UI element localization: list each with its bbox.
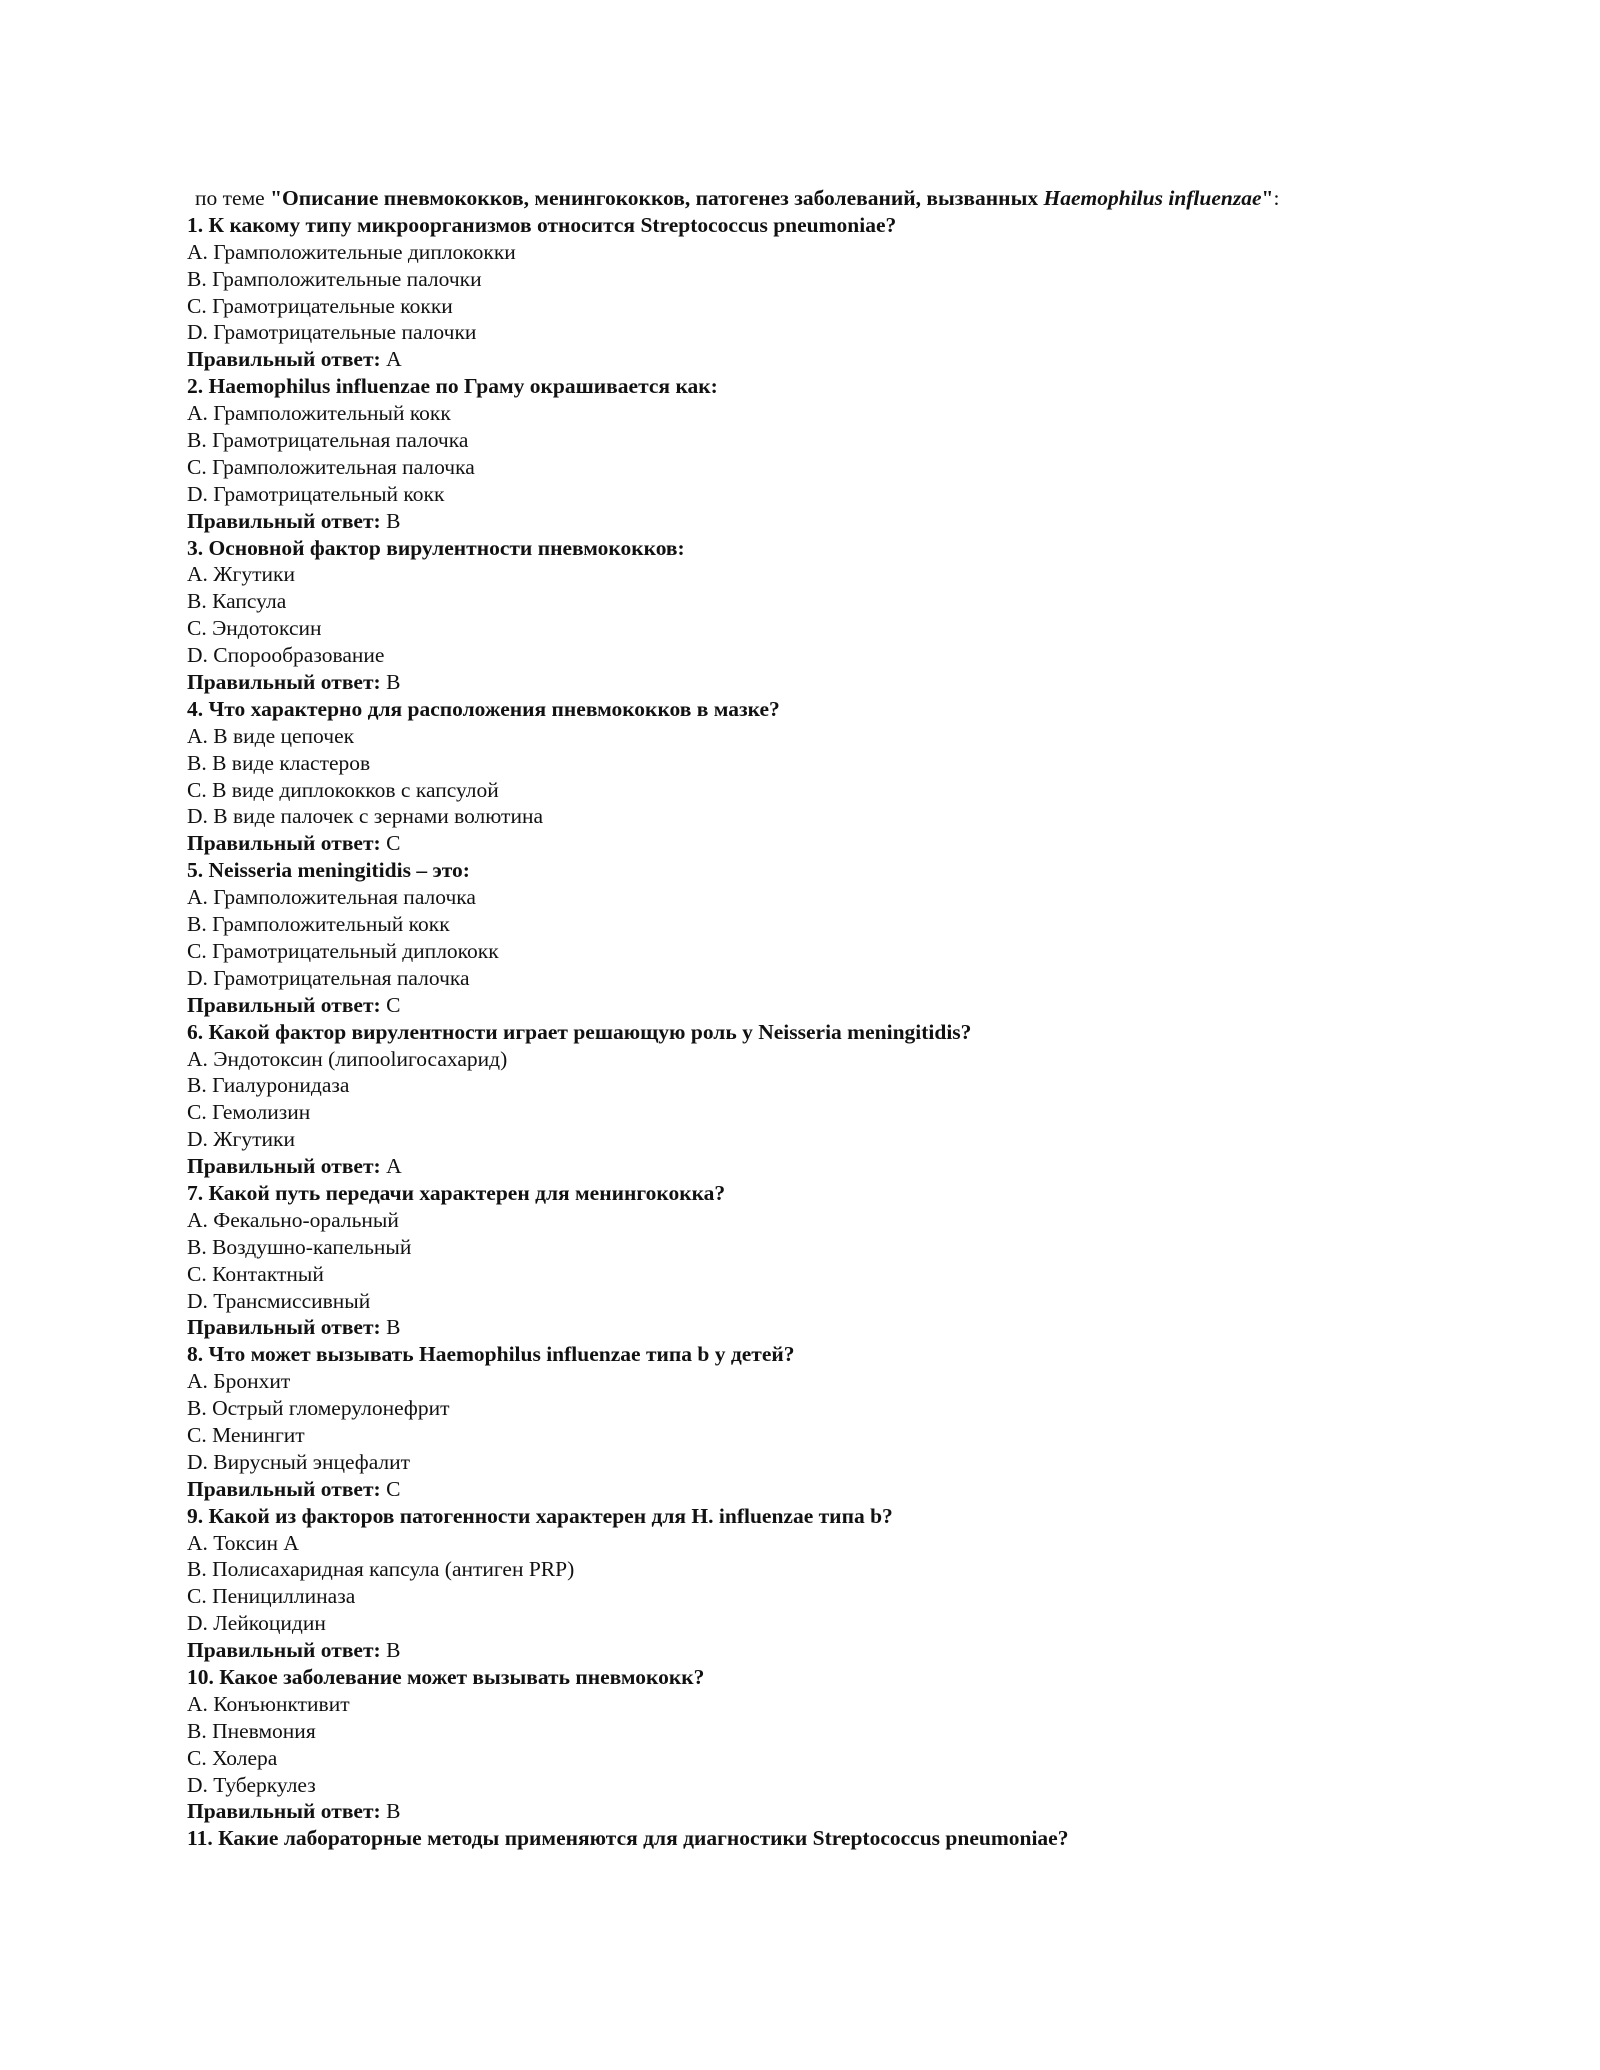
answer-option: A. Грамположительная палочка: [187, 885, 476, 910]
correct-answer-value: B: [380, 1638, 401, 1663]
question-block: [187, 212, 1487, 373]
correct-answer-value: A: [380, 347, 402, 372]
answer-option: B. Острый гломерулонефрит: [187, 1396, 450, 1421]
answer-option: C. Грамотрицательные кокки: [187, 293, 453, 318]
topic-title-italic: Haemophilus influenzae: [1043, 186, 1262, 210]
answer-option: A. Конъюнктивит: [187, 1691, 350, 1716]
answer-option: C. Грамотрицательный диплококк: [187, 938, 499, 963]
correct-answer-label: Правильный ответ:: [187, 992, 381, 1017]
correct-answer: [187, 830, 1487, 857]
correct-answer: [187, 346, 1487, 373]
question-block: [187, 535, 1487, 696]
answer-option: A. Токсин A: [187, 1530, 299, 1555]
correct-answer-label: Правильный ответ:: [187, 508, 381, 533]
answer-option: C. Гемолизин: [187, 1100, 311, 1125]
answer-option: B. Грамотрицательная палочка: [187, 428, 469, 453]
intro-prefix: по теме: [195, 186, 271, 210]
question-block: [187, 857, 1487, 1018]
correct-answer: [187, 1314, 1487, 1341]
answer-option: C. Холера: [187, 1745, 278, 1770]
question-block: [187, 373, 1487, 534]
correct-answer-value: C: [380, 831, 401, 856]
question-title: 10. Какое заболевание может вызывать пневмококк?: [187, 1664, 705, 1689]
question-list: [187, 212, 1487, 1825]
question-title: 1. К какому типу микроорганизмов относится Streptococcus pneumoniae?: [187, 212, 897, 237]
correct-answer: [187, 1798, 1487, 1825]
correct-answer-value: B: [380, 670, 401, 695]
question-title: 6. Какой фактор вирулентности играет решающую роль у Neisseria meningitidis?: [187, 1019, 972, 1044]
correct-answer-label: Правильный ответ:: [187, 347, 381, 372]
answer-option: C. Грамположительная палочка: [187, 454, 475, 479]
correct-answer: [187, 508, 1487, 535]
correct-answer-label: Правильный ответ:: [187, 831, 381, 856]
topic-title: "Описание пневмококков, менингококков, патогенез заболеваний, вызванных: [270, 186, 1044, 210]
answer-option: C. Пенициллиназа: [187, 1584, 356, 1609]
answer-option: B. Капсула: [187, 589, 287, 614]
answer-option: B. Грамположительные палочки: [187, 266, 482, 291]
answer-option: B. Полисахаридная капсула (антиген PRP): [187, 1557, 575, 1582]
question-title: 4. Что характерно для расположения пневмококков в мазке?: [187, 696, 780, 721]
answer-option: D. В виде палочек с зернами волютина: [187, 804, 544, 829]
answer-option: B. В виде кластеров: [187, 750, 371, 775]
question-block: [187, 1019, 1487, 1180]
correct-answer-value: A: [380, 1154, 402, 1179]
correct-answer-value: C: [380, 992, 401, 1017]
answer-option: B. Гиалуронидаза: [187, 1073, 350, 1098]
intro-suffix: :: [1273, 186, 1280, 210]
question-title: 2. Haemophilus influenzae по Граму окрашивается как:: [187, 374, 718, 399]
question-title: 7. Какой путь передачи характерен для менингококка?: [187, 1180, 726, 1205]
document-page: [187, 185, 1487, 1852]
question-title: 3. Основной фактор вирулентности пневмококков:: [187, 535, 685, 560]
correct-answer: [187, 1637, 1487, 1664]
correct-answer: [187, 669, 1487, 696]
question-block: [187, 1664, 1487, 1825]
answer-option: D. Спорообразование: [187, 643, 385, 668]
answer-option: D. Грамотрицательный кокк: [187, 481, 445, 506]
question-title: 5. Neisseria meningitidis – это:: [187, 858, 470, 883]
topic-title-close: ": [1261, 186, 1274, 210]
correct-answer-value: C: [380, 1476, 401, 1501]
answer-option: D. Туберкулез: [187, 1772, 316, 1797]
correct-answer: [187, 1153, 1487, 1180]
question-block: [187, 1180, 1487, 1341]
answer-option: D. Грамотрицательные палочки: [187, 320, 477, 345]
correct-answer-label: Правильный ответ:: [187, 1315, 381, 1340]
answer-option: B. Воздушно-капельный: [187, 1234, 412, 1259]
answer-option: D. Грамотрицательная палочка: [187, 965, 470, 990]
answer-option: A. Эндотоксин (липоolигосахарид): [187, 1046, 508, 1071]
question-title: 11. Какие лабораторные методы применяются для диагностики Streptococcus pneumoniae?: [187, 1826, 1069, 1851]
correct-answer-value: B: [380, 508, 401, 533]
topic-intro: [187, 185, 1487, 212]
question-title: 8. Что может вызывать Haemophilus influenzae типа b у детей?: [187, 1342, 795, 1367]
answer-option: C. Менингит: [187, 1422, 305, 1447]
correct-answer-label: Правильный ответ:: [187, 1154, 381, 1179]
answer-option: C. Эндотоксин: [187, 616, 322, 641]
correct-answer: [187, 992, 1487, 1019]
answer-option: C. Контактный: [187, 1261, 324, 1286]
question-block: [187, 1341, 1487, 1502]
answer-option: D. Трансмиссивный: [187, 1288, 371, 1313]
answer-option: A. Жгутики: [187, 562, 295, 587]
correct-answer-label: Правильный ответ:: [187, 1799, 381, 1824]
question-title: 9. Какой из факторов патогенности характерен для H. influenzae типа b?: [187, 1503, 893, 1528]
answer-option: A. Фекально-оральный: [187, 1207, 399, 1232]
answer-option: D. Лейкоцидин: [187, 1611, 326, 1636]
correct-answer-label: Правильный ответ:: [187, 1476, 381, 1501]
answer-option: A. Бронхит: [187, 1369, 291, 1394]
answer-option: D. Вирусный энцефалит: [187, 1449, 411, 1474]
correct-answer-value: B: [380, 1799, 401, 1824]
answer-option: B. Пневмония: [187, 1718, 316, 1743]
answer-option: A. Грамположительный кокк: [187, 401, 451, 426]
question-block: [187, 696, 1487, 857]
answer-option: B. Грамположительный кокк: [187, 912, 450, 937]
correct-answer-value: B: [380, 1315, 401, 1340]
answer-option: A. Грамположительные диплококки: [187, 239, 516, 264]
correct-answer-label: Правильный ответ:: [187, 1638, 381, 1663]
question-block: [187, 1503, 1487, 1664]
answer-option: D. Жгутики: [187, 1127, 295, 1152]
correct-answer-label: Правильный ответ:: [187, 670, 381, 695]
answer-option: A. В виде цепочек: [187, 723, 355, 748]
correct-answer: [187, 1476, 1487, 1503]
answer-option: C. В виде диплококков с капсулой: [187, 777, 499, 802]
